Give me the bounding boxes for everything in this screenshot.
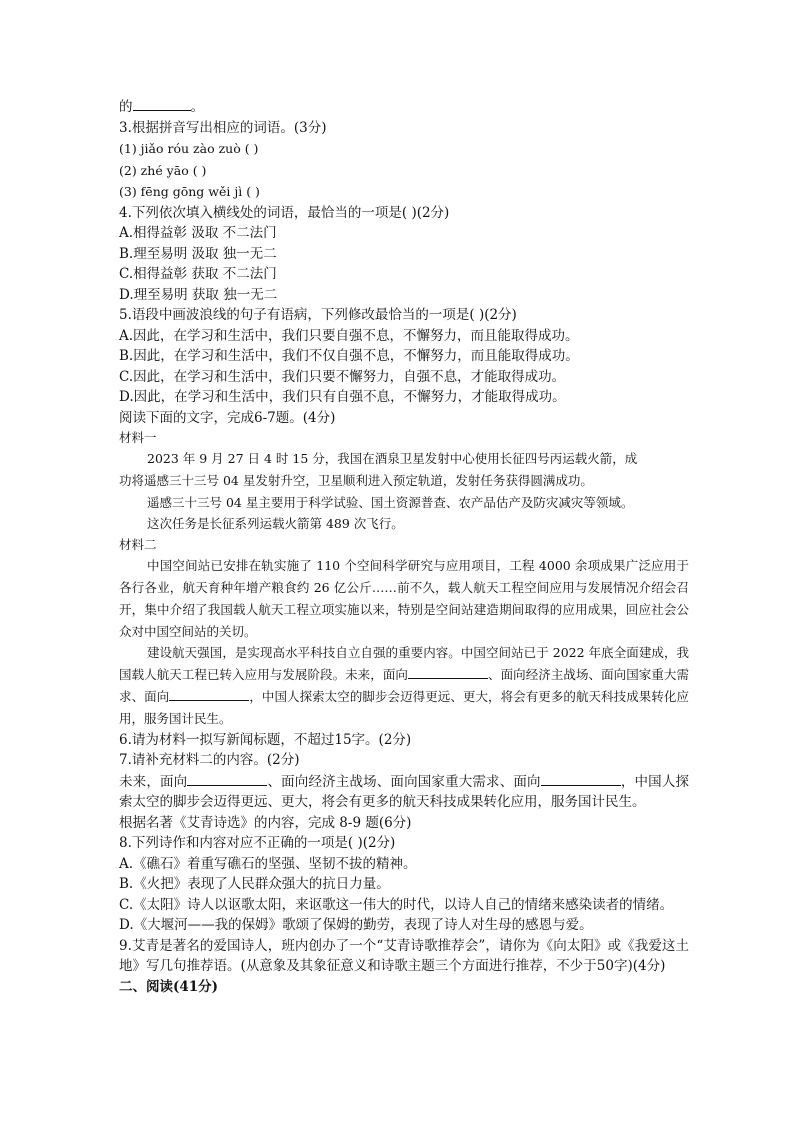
q7-fill-b: 、面向经济主战场、面向国家重大需求、面向 xyxy=(267,773,541,790)
answer-blank xyxy=(187,771,267,786)
answer-blank xyxy=(133,96,191,111)
material-1-label: 材料一 xyxy=(119,430,157,445)
q8-intro: 根据名著《艾青诗选》的内容，完成 8-9 题(6分) xyxy=(119,814,412,831)
q4-option-d: D.理至易明 获取 独一无二 xyxy=(119,286,278,303)
q3-stem: 3.根据拼音写出相应的词语。(3分) xyxy=(119,119,327,136)
q7-fill-c: ，中国人探索太空的脚步会迈得更远、更大，将会有更多的航天科技成果转化应用，服务国计民生。 xyxy=(119,773,690,811)
q5-option-c: C.因此，在学习和生活中，我们只要不懈努力，自强不息，才能取得成功。 xyxy=(119,368,566,385)
q8-option-d: D.《大堰河——我的保姆》歌颂了保姆的勤劳，表现了诗人对生母的感恩与爱。 xyxy=(119,917,593,934)
q8-stem: 8.下列诗作和内容对应不正确的一项是( )(2分) xyxy=(119,835,396,852)
q4-option-b: B.理至易明 汲取 独一无二 xyxy=(119,245,277,262)
q2-tail xyxy=(119,96,689,118)
section-2-heading: 二、阅读(41分) xyxy=(119,978,219,995)
answer-blank xyxy=(541,771,621,786)
q5-option-b: B.因此，在学习和生活中，我们不仅自强不息，不懈努力，而且能取得成功。 xyxy=(119,348,579,364)
q3-item-1: (1) jiǎo róu zào zuò ( ) xyxy=(119,141,259,156)
material-2-para-1: 中国空间站已安排在轨实施了 110 个空间科学研究与应用项目，工程 4000 余项成果广泛应用于各行各业，航天育种年增产粮食约 26 亿公斤……前不久，载人航天工程空间应用与发展情况介绍会召开，集中介绍了我国载人航天工程立项实施以来，特别是空间站建造期间取得的应用成果，回应社会公众对中国空间站的关切。 xyxy=(119,558,689,639)
q5-option-a: A.因此，在学习和生活中，我们只要自强不息，不懈努力，而且能取得成功。 xyxy=(119,327,579,344)
material-1-para-1a: 2023 年 9 月 27 日 4 时 15 分，我国在酒泉卫星发射中心使用长征四号丙运载火箭，成 xyxy=(147,451,638,466)
q4-stem: 4.下列依次填入横线处的词语，最恰当的一项是( )(2分) xyxy=(119,204,450,221)
q4-option-a: A.相得益彰 汲取 不二法门 xyxy=(119,225,277,241)
q8-option-a: A.《礁石》着重写礁石的坚强、坚韧不拔的精神。 xyxy=(119,855,417,872)
answer-blank xyxy=(169,686,249,701)
q7-stem: 7.请补充材料二的内容。(2分) xyxy=(119,752,300,769)
q7-fill-text xyxy=(119,771,689,813)
answer-blank xyxy=(408,664,488,679)
q8-option-c: C.《太阳》诗人以讴歌太阳，来讴歌这一伟大的时代，以诗人自己的情绪来感染读者的情绪。 xyxy=(119,896,674,913)
material-2-para-2-b: 、面向经济主战场、面向国家重大需求、面向 xyxy=(119,667,689,704)
exam-page xyxy=(119,96,689,997)
material-1-para-3: 这次任务是长征系列运载火箭第 489 次飞行。 xyxy=(147,516,404,532)
material-2-para-2-a: 建设航天强国，是实现高水平科技自立自强的重要内容。中国空间站已于 2022 年底全面建成，我国载人航天工程已转入应用与发展阶段。未来，面向 xyxy=(119,645,689,683)
material-1-para-2: 遥感三十三号 04 星主要用于科学试验、国土资源普查、农产品估产及防灾减灾等领域。 xyxy=(147,494,634,510)
material-2-para-2-c: ，中国人探索太空的脚步会迈得更远、更大，将会有更多的航天科技成果转化应用，服务国计民生。 xyxy=(119,688,689,726)
q5-stem: 5.语段中画波浪线的句子有语病，下列修改最恰当的一项是( )(2分) xyxy=(119,307,517,323)
q2-tail-end: 。 xyxy=(190,99,204,115)
reading-intro: 阅读下面的文字，完成6-7题。(4分) xyxy=(119,409,336,426)
q5-option-d: D.因此，在学习和生活中，我们只有自强不息，不懈努力，才能取得成功。 xyxy=(119,389,566,405)
material-2-label: 材料二 xyxy=(119,537,157,553)
q7-fill-a: 未来，面向 xyxy=(119,773,188,790)
q3-item-2: (2) zhé yāo ( ) xyxy=(119,162,207,178)
q6-stem: 6.请为材料一拟写新闻标题，不超过15字。(2分) xyxy=(119,731,412,748)
material-2-para-2 xyxy=(119,642,689,729)
q9-stem: 9.艾青是著名的爱国诗人，班内创办了一个“艾青诗歌推荐会”，请你为《向太阳》或《我爱这土地》写几句推荐语。(从意象及其象征意义和诗歌主题三个方面进行推荐，不少于50字)(4分) xyxy=(119,937,689,975)
q3-item-3: (3) fēng gōng wěi jì ( ) xyxy=(119,184,260,199)
q2-tail-text: 的 xyxy=(119,99,133,115)
q8-option-b: B.《火把》表现了人民群众强大的抗日力量。 xyxy=(119,876,390,893)
q4-option-c: C.相得益彰 获取 不二法门 xyxy=(119,266,277,282)
material-1-para-1b: 功将遥感三十三号 04 星发射升空，卫星顺利进入预定轨道，发射任务获得圆满成功。 xyxy=(119,472,593,488)
